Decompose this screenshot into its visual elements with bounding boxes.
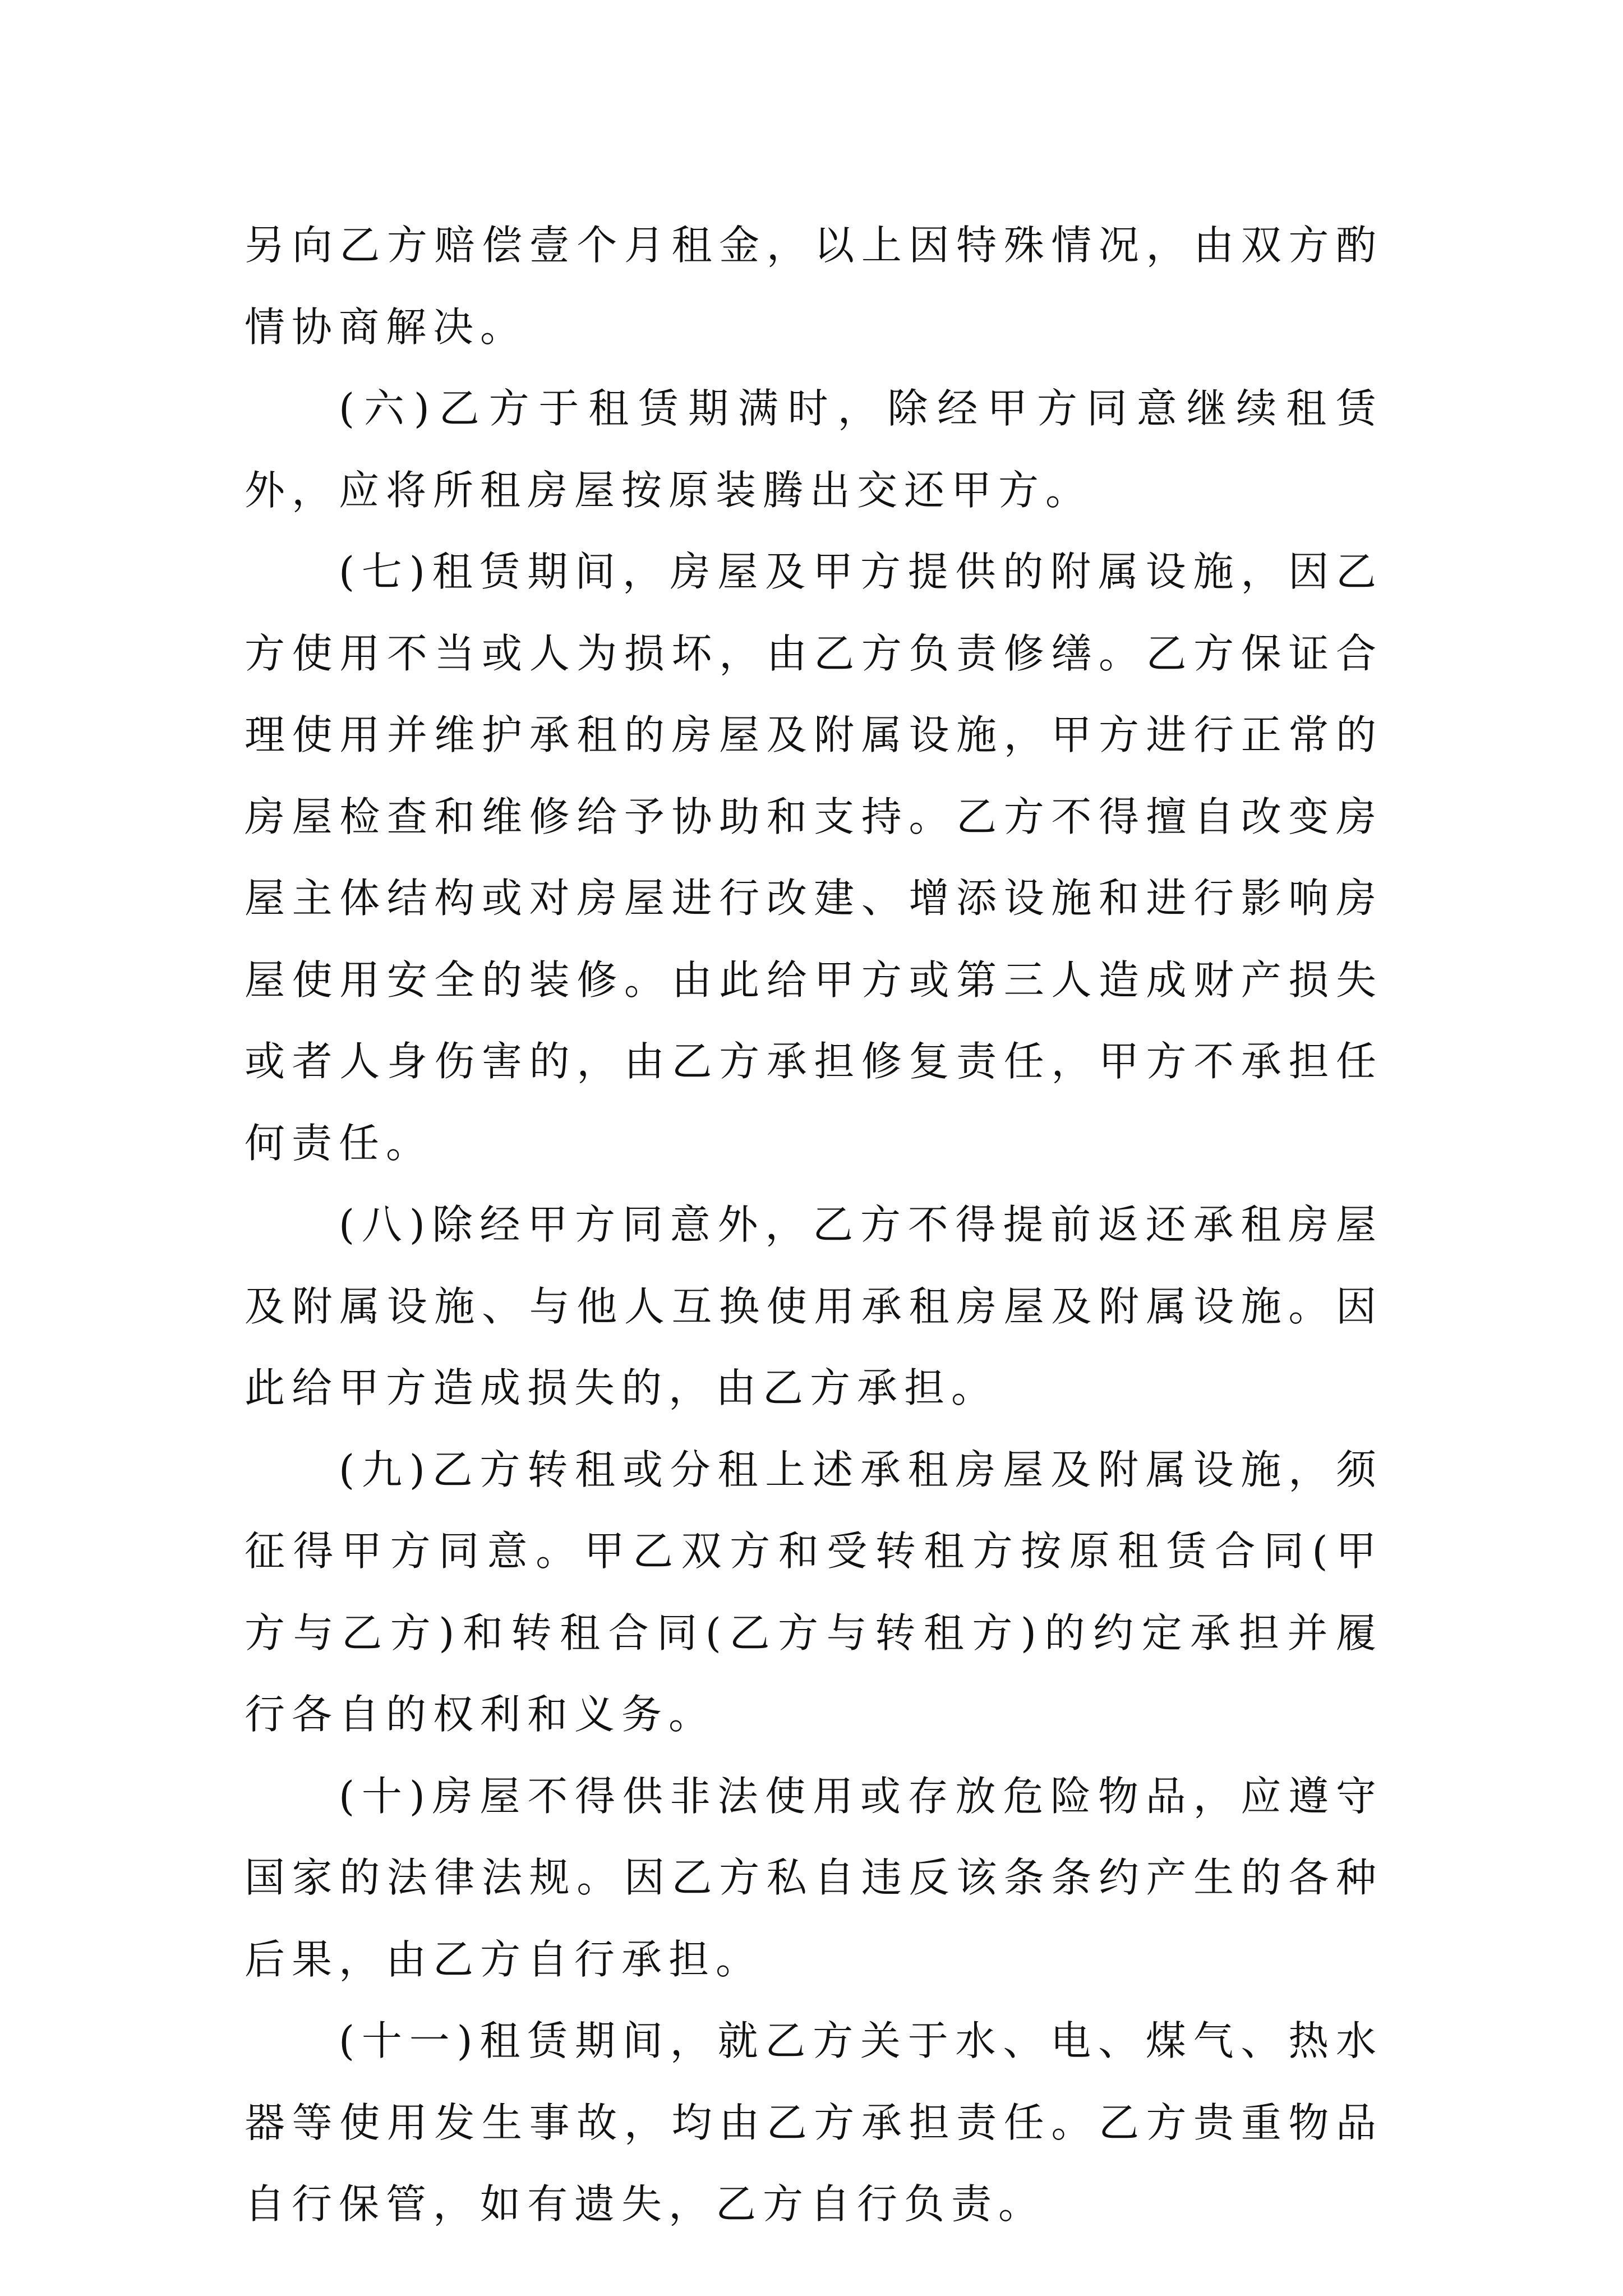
- paragraph-continuation: 另向乙方赔偿壹个月租金，以上因特殊情况，由双方酌情协商解决。: [245, 222, 1383, 351]
- paragraph-clause-11: (十一)租赁期间，就乙方关于水、电、煤气、热水器等使用发生事故，均由乙方承担责任。乙方贵重物品自行保管，如有遗失，乙方自行负责。: [245, 2017, 1383, 2228]
- paragraph-clause-10: (十)房屋不得供非法使用或存放危险物品，应遵守国家的法律法规。因乙方私自违反该条条约产生的各种后果，由乙方自行承担。: [245, 1772, 1383, 1983]
- paragraph-clause-8: (八)除经甲方同意外，乙方不得提前返还承租房屋及附属设施、与他人互换使用承租房屋及附属设施。因此给甲方造成损失的，由乙方承担。: [245, 1201, 1383, 1411]
- document-body: [245, 205, 1383, 2246]
- paragraph-clause-9: (九)乙方转租或分租上述承租房屋及附属设施，须征得甲方同意。甲乙双方和受转租方按原租赁合同(甲方与乙方)和转租合同(乙方与转租方)的约定承担并履行各自的权利和义务。: [245, 1446, 1383, 1738]
- paragraph-clause-7: (七)租赁期间，房屋及甲方提供的附属设施，因乙方使用不当或人为损坏，由乙方负责修缮。乙方保证合理使用并维护承租的房屋及附属设施，甲方进行正常的房屋检查和维修给予协助和支持。乙方不得擅自改变房屋主体结构或对房屋进行改建、增添设施和进行影响房屋使用安全的装修。由此给甲方或第三人造成财产损失或者人身伤害的，由乙方承担修复责任，甲方不承担任何责任。: [245, 548, 1383, 1167]
- paragraph-clause-6: (六)乙方于租赁期满时，除经甲方同意继续租赁外，应将所租房屋按原装腾出交还甲方。: [245, 385, 1383, 514]
